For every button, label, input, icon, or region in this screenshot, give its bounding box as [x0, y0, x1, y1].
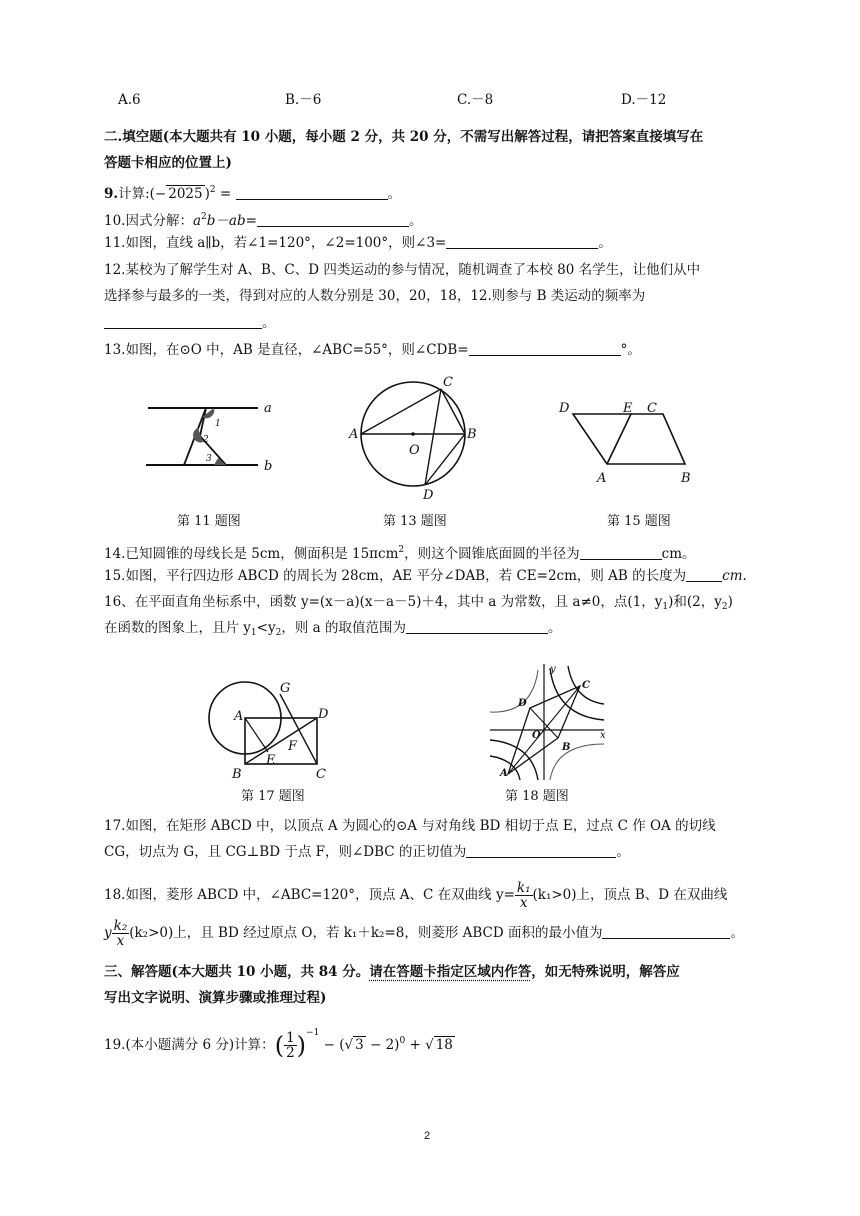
q9-eq: = [215, 186, 236, 202]
question-16-line2 [104, 618, 561, 643]
q16-line2c: ，则 a 的取值范围为 [281, 620, 406, 636]
option-b: B.－6 [285, 92, 322, 108]
question-11 [104, 233, 612, 253]
question-17-line2 [104, 842, 630, 862]
question-15 [104, 566, 747, 586]
fig13-center [411, 432, 415, 436]
q18-frac2-den: x [116, 933, 125, 949]
q16-line2a: 在函数的图象上，且片 y [104, 620, 251, 636]
question-13 [104, 340, 641, 360]
question-12-line2: 选择参与最多的一类，得到对应的人数分别是 30，20，18，12.则参与 B 类运动的频率为 [104, 288, 646, 304]
q14-end: cm。 [661, 546, 696, 562]
fig17-label-f: F [288, 739, 298, 754]
q19-rad1: 3 [355, 1037, 364, 1053]
question-12-line3 [104, 313, 276, 333]
question-16-line1 [104, 592, 733, 617]
caption-fig17: 第 17 题图 [241, 789, 305, 804]
section3-line1c: ，如无特殊说明，解答应 [531, 964, 680, 980]
caption-fig11: 第 11 题图 [177, 514, 241, 529]
section3-heading-line2: 写出文字说明、演算步骤或推理过程) [104, 990, 327, 1006]
q18-line1b: (k₁>0)上，顶点 B、D 在双曲线 [532, 887, 728, 903]
question-18-line1 [104, 880, 727, 910]
q10-expr-a: a [192, 213, 202, 229]
caption-fig18: 第 18 题图 [505, 789, 569, 804]
option-c: C.－8 [457, 92, 494, 108]
fig11-label-2: 2 [203, 435, 209, 445]
q16-line1c: ) [727, 594, 733, 610]
q18-frac1 [515, 881, 533, 910]
q18-frac1-num: k₁ [516, 880, 531, 896]
figure-17 [200, 676, 340, 784]
fig13-label-b: B [467, 427, 477, 442]
q15-answer-blank[interactable] [686, 567, 722, 582]
figure-15 [555, 392, 705, 492]
fig13-label-o: O [409, 443, 420, 458]
q16-sub4: 2 [275, 628, 282, 638]
fig17-tangent-cg [280, 694, 317, 764]
q14-sup: 2 [398, 545, 405, 555]
question-14 [104, 540, 696, 564]
fig17-label-c: C [316, 767, 326, 782]
section3-line1a: 三、解答题(本大题共 10 小题，共 84 分。 [104, 964, 370, 980]
section3-heading-line1 [104, 962, 680, 982]
caption-fig15: 第 15 题图 [607, 514, 671, 529]
q14-text-a: 14.已知圆锥的母线长是 5cm，侧面积是 15πcm [104, 546, 399, 562]
figure-18 [486, 660, 611, 784]
section2-heading-line1: 二.填空题(本大题共有 10 小题，每小题 2 分，共 20 分，不需写出解答过程，请把答案直接填写在 [104, 129, 704, 145]
q9-open: (− [149, 186, 167, 202]
q9-close: ) [204, 186, 210, 202]
page-number: 2 [424, 1130, 431, 1142]
q9-power: 2 [209, 185, 216, 195]
fig11-label-3: 3 [206, 454, 212, 464]
q10-sup: 2 [201, 212, 207, 222]
fig15-label-c: C [647, 401, 657, 416]
fig11-label-b: b [264, 459, 273, 474]
q16-line1: 16、在平面直角坐标系中，函数 y=(x－a)(x－a－5)＋4，其中 a 为常数，且 a≠0，点(1，y [104, 594, 663, 610]
fig17-label-a: A [234, 709, 244, 724]
q9-text: 计算: [118, 186, 150, 202]
question-9 [104, 180, 401, 204]
q11-text: 11.如图，直线 a∥b，若∠1=120°，∠2=100°，则∠3= [104, 235, 447, 251]
q18-frac2 [112, 919, 130, 948]
q18-end: 。 [730, 925, 744, 941]
question-17-line1: 17.如图，在矩形 ABCD 中，以顶点 A 为圆心的⊙A 与对角线 BD 相切于点 E，过点 C 作 OA 的切线 [104, 818, 716, 834]
q16-sub2: 2 [721, 602, 728, 612]
q18-line1a: 18.如图，菱形 ABCD 中，∠ABC=120°，顶点 A、C 在双曲线 y= [104, 887, 515, 903]
q19-frac-num: 1 [286, 1030, 295, 1046]
q13-answer-blank[interactable] [469, 341, 621, 356]
q18-line2b: (k₂>0)上，且 BD 经过原点 O，若 k₁＋k₂=8，则菱形 ABCD 面积的最小值为 [129, 925, 603, 941]
fig18-label-x: x [600, 730, 606, 741]
q16-line2b: <y [256, 620, 276, 636]
fig11-label-1: 1 [215, 419, 221, 429]
q11-answer-blank[interactable] [446, 234, 598, 249]
q16-line1b: )和(2，y [668, 594, 722, 610]
q17-end: 。 [616, 844, 630, 860]
fig18-label-o: O [532, 730, 541, 741]
q10-expr-b: b－ab= [206, 213, 257, 229]
q9-end: 。 [387, 186, 402, 202]
fig15-label-a: A [597, 471, 607, 486]
q19-mid: − ( [319, 1037, 345, 1053]
q10-answer-blank[interactable] [257, 212, 409, 227]
q19-pow0: 0 [399, 1036, 406, 1046]
q19-rad2: 18 [435, 1037, 453, 1053]
fig17-label-b: B [232, 767, 242, 782]
q10-end: 。 [408, 213, 423, 229]
question-18-line2 [104, 918, 744, 948]
q18-frac2-num: k₂ [113, 918, 128, 934]
q15-end: cm. [722, 568, 747, 584]
q16-sub3: 1 [250, 628, 257, 638]
q19-plus: + [405, 1037, 426, 1053]
question-19: 19.(本小题满分 6 分)计算：( $\frac{1}{2}$ )$^{-1}$ − (√ 3 − 2)$^0$ + √ 18 [104, 1028, 453, 1061]
q10-text: 10.因式分解： [104, 213, 193, 229]
q16-answer-blank[interactable] [406, 619, 548, 634]
section2-heading-line2: 答题卡相应的位置上) [104, 155, 232, 171]
fig18-label-d: D [518, 698, 527, 709]
caption-fig13: 第 13 题图 [383, 514, 447, 529]
fig17-label-e: E [266, 753, 276, 768]
q11-end: 。 [598, 235, 612, 251]
q17-line2: CG，切点为 G，且 CG⊥BD 于点 F，则∠DBC 的正切值为 [104, 844, 467, 860]
q13-end: °。 [620, 342, 641, 358]
q19-mid2: − 2) [365, 1037, 400, 1053]
fig15-label-e: E [623, 401, 633, 416]
fig18-label-b: B [562, 742, 571, 753]
q12-answer-blank[interactable] [104, 314, 262, 329]
q15-text: 15.如图，平行四边形 ABCD 的周长为 28cm，AE 平分∠DAB，若 CE=2cm，则 AB 的长度为 [104, 568, 687, 584]
q19-pow1: −1 [306, 1028, 320, 1038]
fig15-parallelogram [573, 414, 685, 464]
fig15-segment-ae [607, 414, 631, 464]
q18-frac1-den: x [519, 895, 528, 911]
fig18-label-c: C [582, 680, 590, 691]
question-10 [104, 207, 422, 231]
fig11-label-a: a [264, 401, 272, 416]
fig13-label-c: C [443, 376, 453, 390]
q14-answer-blank[interactable] [580, 545, 662, 560]
q14-text-b: ，则这个圆锥底面圆的半径为 [404, 546, 580, 562]
figure-11 [140, 390, 280, 502]
q12-end: 。 [262, 315, 276, 331]
q13-text: 13.如图，在⊙O 中，AB 是直径，∠ABC=55°，则∠CDB= [104, 342, 469, 358]
q9-number: 9. [104, 186, 119, 202]
q9-answer-blank[interactable] [236, 185, 388, 200]
option-d: D.－12 [621, 92, 667, 108]
q16-sub1: 1 [662, 602, 669, 612]
question-12-line1: 12.某校为了解学生对 A、B、C、D 四类运动的参与情况，随机调查了本校 80 名学生，让他们从中 [104, 262, 701, 278]
q16-end: 。 [547, 620, 562, 636]
figure-13 [345, 376, 480, 502]
fig17-label-g: G [280, 681, 291, 696]
q19-text: 19.(本小题满分 6 分)计算： [104, 1037, 275, 1053]
section3-line1b: 请在答题卡指定区域内作答 [369, 964, 532, 980]
fig15-label-b: B [681, 471, 691, 486]
q9-radicand: 2025 [168, 186, 203, 202]
q18-answer-blank[interactable] [602, 924, 730, 939]
option-a: A.6 [118, 92, 141, 108]
fig17-label-d: D [318, 707, 329, 722]
fig18-label-a: A [500, 768, 508, 779]
fig15-label-d: D [559, 401, 570, 416]
fig18-label-y: y [550, 664, 556, 675]
fig13-label-d: D [423, 488, 434, 502]
q18-line2a: y [104, 925, 112, 941]
q19-frac [284, 1031, 297, 1060]
q17-answer-blank[interactable] [466, 843, 616, 858]
q19-frac-den: 2 [286, 1045, 295, 1061]
fig13-label-a: A [349, 427, 359, 442]
